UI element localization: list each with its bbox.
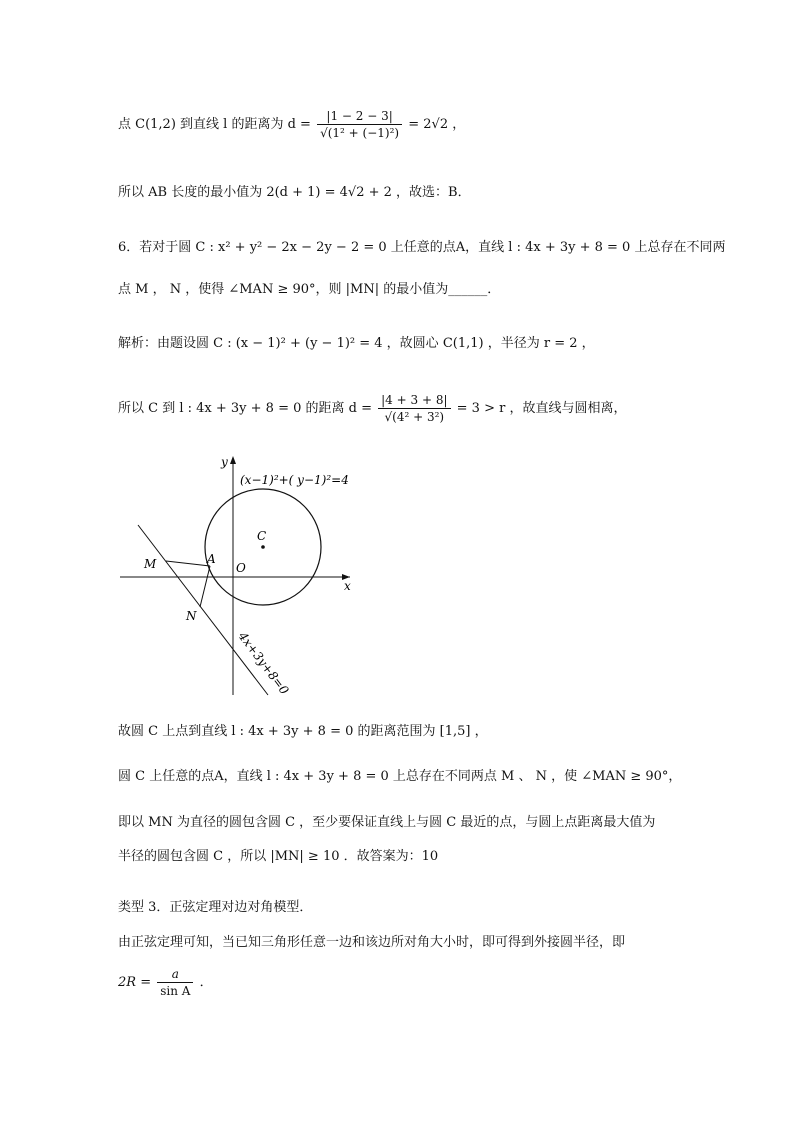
point-m-label: M <box>144 557 157 571</box>
center-label: C <box>257 529 267 543</box>
text-prefix: 点 C(1,2) 到直线 l 的距离为 d = <box>118 117 311 132</box>
problem-6-line-1: 6．若对于圆 C : x² + y² − 2x − 2y − 2 = 0 上任意的点A，直线 l : 4x + 3y + 8 = 0 上总存在不同两 <box>118 240 726 255</box>
fraction-numerator: |4 + 3 + 8| <box>378 392 450 409</box>
text-suffix: = 3 > r ，故直线与圆相离， <box>456 401 627 416</box>
line-equation-label: 4x+3y+8=0 <box>235 629 292 698</box>
fraction <box>317 108 402 141</box>
y-axis-arrow <box>230 456 236 464</box>
line-l <box>138 525 268 695</box>
reasoning-line-1: 即以 MN 为直径的圆包含圆 C ，至少要保证直线上与圆 C 最近的点，与圆上点距离最大值为 <box>118 815 656 830</box>
origin-label: O <box>236 561 246 575</box>
solution-line-1: 解析：由题设圆 C : (x − 1)² + (y − 1)² = 4 ，故圆心 C(1,1) ，半径为 r = 2 ， <box>118 336 595 351</box>
fraction <box>157 966 193 999</box>
fraction-numerator: a <box>157 966 193 983</box>
segment-an <box>200 566 210 607</box>
distance-line-1 <box>118 108 465 141</box>
reasoning-line-2: 半径的圆包含圆 C ，所以 |MN| ≥ 10 ．故答案为：10 <box>118 849 439 864</box>
center-point <box>261 545 265 549</box>
paragraph-ab-min: 所以 AB 长度的最小值为 2(d + 1) = 4√2 + 2 ，故选：B． <box>118 185 471 200</box>
point-n-label: N <box>186 609 197 623</box>
distance-range-line: 故圆 C 上点到直线 l : 4x + 3y + 8 = 0 的距离范围为 [1,5] ， <box>118 724 488 739</box>
text-prefix: 所以 C 到 l : 4x + 3y + 8 = 0 的距离 d = <box>118 401 372 416</box>
fraction-numerator: |1 − 2 − 3| <box>317 108 402 125</box>
fraction <box>378 392 450 425</box>
sine-rule-description: 由正弦定理可知，当已知三角形任意一边和该边所对角大小时，即可得到外接圆半径，即 <box>118 935 626 950</box>
y-axis-label: y <box>221 455 228 469</box>
text-suffix: ． <box>199 975 213 990</box>
circle-equation-label: (x−1)²+( y−1)²=4 <box>240 473 349 487</box>
geometry-figure <box>110 450 370 700</box>
fraction-denominator: sin A <box>160 984 191 998</box>
point-a-label: A <box>207 552 216 566</box>
sine-rule-formula <box>118 966 213 999</box>
text-suffix: = 2√2 ， <box>408 117 466 132</box>
x-axis-label: x <box>344 579 351 593</box>
solution-distance-line <box>118 392 626 425</box>
text-prefix: 2R = <box>118 975 152 990</box>
condition-line: 圆 C 上任意的点A，直线 l : 4x + 3y + 8 = 0 上总存在不同两点 M 、 N ，使 ∠MAN ≥ 90°， <box>118 769 682 784</box>
segment-ma <box>166 561 210 566</box>
fraction-denominator: √(4² + 3²) <box>384 410 445 424</box>
fraction-denominator: √(1² + (−1)²) <box>320 126 400 140</box>
problem-6-line-2: 点 M ， N ，使得 ∠MAN ≥ 90°，则 |MN| 的最小值为______． <box>118 282 501 297</box>
type-3-heading: 类型 3．正弦定理对边对角模型． <box>118 900 313 915</box>
